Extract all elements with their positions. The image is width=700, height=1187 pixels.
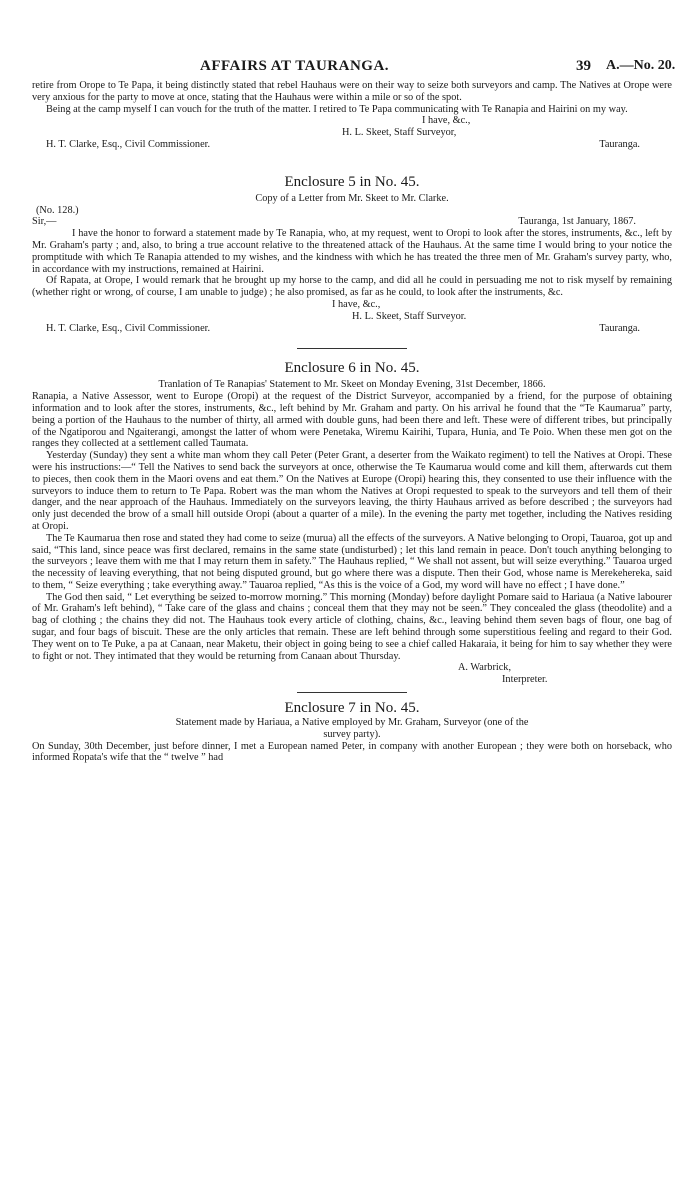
enclosure-5-dateline-row (32, 216, 672, 228)
enclosure-5-salutation: Sir,— (32, 216, 57, 228)
enclosure-6-subtitle: Tranlation of Te Ranapias' Statement to Mr. Skeet on Monday Evening, 31st December, 1866. (158, 379, 546, 391)
enclosure-6-paragraph-3: The Te Kaumarua then rose and stated they had come to seize (murua) all the effects of the surveyors. A Native belonging to Oropi, Tauaroa, got up and said, “This land, since peace was first declared, remains in the same state (undisturbed) ; let this land remain in peace. Don't touch anything belonging to the surveyors ; leave them with me that I may return them in safety.” The Hauhaus replied, “ We shall not assent, but will seize everything.” Tauaroa urged the necessity of leaving everything, that not being disputed ground, but go where there was a dispute. Then their God, whose name is Merekehereka, said to them, “ Seize everything ; take everything away.” Tauaroa replied, “As this is the voice of a God, my word will have no effect ; I have done.” (32, 532, 672, 591)
opening-addressee: H. T. Clarke, Esq., Civil Commissioner. (46, 138, 211, 150)
section-divider-2 (297, 692, 407, 693)
enclosure-5-title: Enclosure 5 in No. 45. (284, 173, 420, 190)
enclosure-6-role: Interpreter. (502, 674, 548, 686)
enclosure-5-place: Tauranga. (599, 322, 640, 334)
enclosure-5-dateline: Tauranga, 1st January, 1867. (518, 216, 636, 228)
opening-place: Tauranga. (599, 138, 640, 150)
enclosure-7-subtitle-2: survey party). (323, 728, 381, 740)
enclosure-5-subtitle: Copy of a Letter from Mr. Skeet to Mr. Clarke. (255, 192, 449, 204)
enclosure-6-paragraph-4: The God then said, “ Let everything be seized to-morrow morning.” This morning (Monday) before daylight Pomare said to Hariaua (a Native labourer of Mr. Graham's left behind), “ Take care of the glass and chains ; conceal them that they may not be seen.” They concealed the glass (theodolite) and a bag of clothing ; the chains they did not. The Hauhaus took every article of clothing, chains, &c., leaving behind them seven bags of flour, one bag of sugar, and four bags of biscuit. These are the only articles that remain. These are left behind through some superstitious feeling and regard to their God. They went on to Te Puke, a pa at Canaan, near Maketu, their object in going being to see a chief called Hakaraia, it being for him to say whether they were to fight or not. They intimated that they would be returning from Canaan about Thursday. (32, 591, 672, 662)
running-head (0, 58, 700, 74)
enclosure-7-paragraph-1: On Sunday, 30th December, just before dinner, I met a European named Peter, in company with another European ; they were both on horseback, who informed Ropata's wife that the “ twelve ” had (32, 740, 672, 764)
enclosure-5-number: (No. 128.) (36, 204, 79, 216)
opening-addressee-line (32, 139, 672, 151)
opening-paragraph-1: retire from Orope to Te Papa, it being distinctly stated that rebel Hauhaus were on their way to seize both surveyors and camp. The Natives at Orope were very anxious for the party to move at once, stating that the Hauhaus were within a mile or so of the spot. (32, 80, 672, 103)
enclosure-5-addressee-line (32, 323, 672, 335)
enclosure-5-closing: I have, &c., (332, 298, 381, 310)
enclosure-5-paragraph-1: I have the honor to forward a statement made by Te Ranapia, who, at my request, went to Oropi to look after the stores, instruments, &c., left by Mr. Graham's party ; and, also, to bring a true account relative to the threatened attack of the Hauhaus. At the same time I would bring to your notice the promptitude with which Te Ranapia attended to my wishes, and the kindness with which he has treated the three men of Mr. Graham's survey party, who, in accordance with my instructions, remained at Hairini. (32, 228, 672, 275)
document-reference: A.—No. 20. (606, 58, 676, 73)
enclosure-5-paragraph-2: Of Rapata, at Orope, I would remark that he brought up my horse to the camp, and did all he could in persuading me not to risk myself by remaining (whether right or wrong, of course, I am unable to judge) ; he also promised, as far as he could, to look after the instruments, &c. (32, 275, 672, 299)
page-body (32, 80, 672, 764)
page-number: 39 (576, 58, 591, 74)
opening-signature: H. L. Skeet, Staff Surveyor, (342, 127, 457, 139)
enclosure-6-paragraph-2: Yesterday (Sunday) they sent a white man whom they call Peter (Peter Grant, a deserter from the Waikato regiment) to tell the Natives at Oropi. These were his instructions:—“ Tell the Natives to send back the surveyors at once, otherwise the Te Kaumarua would come and kill them, afterwards cut them to pieces, then cook them in the Maori ovens and eat them.” On the Natives at Europe (Oropi) hearing this, they consented to use their influence with the surveyors to induce them to return to Te Papa. Robert was the man whom the Natives at Oropi requested to speak to the surveyors and tell them of their danger, and the near approach of the Hauhaus. Immediately on the surveyors leaving, the thirty Hauhaus arrived as before described ; the surveyors had only just decended the brow of a small hill outside Oropi (about a quarter of a mile). In the evening the party met together, including the Natives residing at Oropi. (32, 450, 672, 532)
section-divider (297, 348, 407, 349)
enclosure-6-signature: A. Warbrick, (458, 662, 512, 674)
page-title: AFFAIRS AT TAURANGA. (200, 58, 390, 74)
opening-closing: I have, &c., (422, 115, 471, 127)
enclosure-6-title: Enclosure 6 in No. 45. (284, 360, 420, 377)
opening-paragraph-2: Being at the camp myself I can vouch for the truth of the matter. I retired to Te Papa communicating with Te Ranapia and Hairini on my way. (46, 103, 628, 115)
enclosure-5-addressee: H. T. Clarke, Esq., Civil Commissioner. (46, 322, 211, 334)
enclosure-7-title: Enclosure 7 in No. 45. (284, 700, 420, 717)
enclosure-5-signature: H. L. Skeet, Staff Surveyor. (352, 310, 467, 322)
enclosure-7-subtitle-1: Statement made by Hariaua, a Native employed by Mr. Graham, Surveyor (one of the (175, 717, 529, 729)
enclosure-6-paragraph-1: Ranapia, a Native Assessor, went to Europe (Oropi) at the request of the District Surveyor, accompanied by a friend, for the purpose of obtaining information and to look after the stores, instruments, &c., left behind by Mr. Graham and party. On his arrival he found that the “Te Kaumarua” party, being a portion of the Hauhaus to the number of thirty, all armed with double guns, had been there and left. These were of different tribes, but principally of the Ngatiporou and Ngaiterangi, amongst the latter of whom were Penetaka, Wiremu Kairihi, Tupara, Hunia, and Te Poio. When these men got on the ranges they collected at a settlement called Taumata. (32, 391, 672, 450)
